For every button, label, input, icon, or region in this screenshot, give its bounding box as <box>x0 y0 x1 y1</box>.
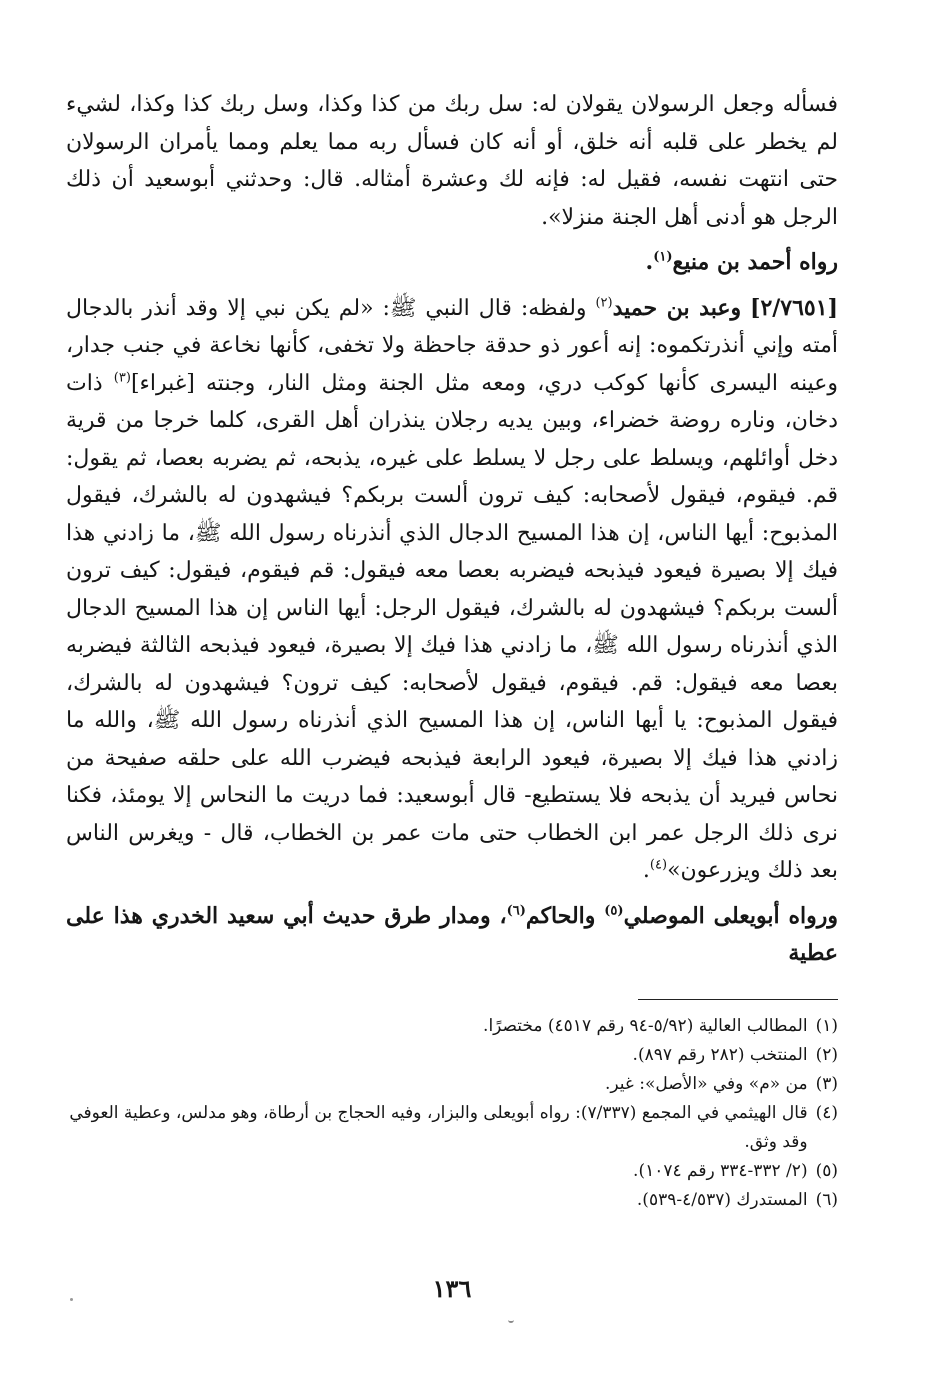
attribution-ahmad-ibn-mani <box>66 244 838 282</box>
scan-speck <box>70 1298 73 1301</box>
footnote-number: (٦) <box>815 1189 838 1210</box>
hadith-text-part-2: ذات دخان، وناره روضة خضراء، وبين يديه رجلان ينذران أهل القرى، كلما خرجا من قرية دخل أوائلهم، ويسلط على رجل لا يسلط على غيره، يذبحه، ثم يضربه بعصا، ثم يقول: قم. فيقوم، فيقول لأصحابه: كيف ترون ألست بربكم؟ فيشهدون له بالشرك، فيقول المذبوح: أيها الناس، إن هذا المسيح الدجال الذي أنذرناه رسول الله ﷺ، ما زادني هذا فيك إلا بصيرة فيعود فيذبحه فيضربه بعصا معه فيقول: قم فيقوم، فيقول: كيف ترون ألست بربكم؟ فيشهدون له بالشرك، فيقول الرجل: أيها الناس إن هذا المسيح الدجال الذي أنذرناه رسول الله ﷺ، ما زادني هذا فيك إلا بصيرة، فيعود فيذبحه الثالثة فيضربه بعصا معه فيقول: قم. فيقوم، فيقول لأصحابه: كيف ترون؟ فيشهدون له بالشرك، فيقول المذبوح: يا أيها الناس، إن هذا المسيح الذي أنذرناه رسول الله ﷺ، والله ما زادني هذا فيك إلا بصيرة، فيعود الرابعة فيذبحه فيضرب الله على حلقه صفيحة من نحاس فيريد أن يذبحه فلا يستطيع- قال أبوسعيد: فما دريت ما النحاس إلا يومئذ، فكنا نرى ذلك الرجل عمر ابن الخطاب حتى مات عمر بن الخطاب، قال - ويغرس الناس بعد ذلك ويزرعون» <box>66 370 838 883</box>
closing-text-part-3: ، ومدار طرق حديث أبي سعيد الخدري هذا على عطية <box>66 902 838 966</box>
footnote-divider <box>638 999 838 1000</box>
footnote-number: (١) <box>815 1015 838 1036</box>
hadith-number: [٢/٧٦٥١] <box>750 294 838 321</box>
footnote-4 <box>66 1099 838 1157</box>
main-text <box>66 86 838 973</box>
closing-text-part-1: ورواه أبويعلى الموصلي <box>623 902 838 929</box>
footnote-text: المطالب العالية (٥/٩٢-٩٤ رقم ٤٥١٧) مختصرًا. <box>483 1015 808 1036</box>
footnotes <box>66 1012 838 1215</box>
closing-text-part-2: والحاكم <box>525 902 605 929</box>
footnote-number: (٥) <box>815 1160 838 1181</box>
attribution-end: . <box>645 249 654 275</box>
footnote-ref-4[interactable]: (٤) <box>649 857 668 873</box>
footnote-5 <box>66 1157 838 1186</box>
attribution-text: رواه أحمد بن منيع <box>672 249 838 275</box>
footnote-ref-3[interactable]: (٣) <box>113 370 131 386</box>
page-number: ١٣٦ <box>432 1274 472 1303</box>
paragraph-continuation <box>66 86 838 236</box>
hadith-narrator: وعبد بن حميد <box>612 294 742 321</box>
paragraph-continuation-text: فسأله وجعل الرسولان يقولان له: سل ربك من كذا وكذا، وسل ربك كذا وكذا، لشيء لم يخطر على قلبه أنه خلق، أو أنه كان فسأل ربه مما يعلم ومما يأمران الرسولان حتى انتهت نفسه، فقيل له: فإنه لك وعشرة أمثاله. قال: وحدثني أبوسعيد أن ذلك الرجل هو أدنى أهل الجنة منزلا». <box>66 92 838 230</box>
footnote-6 <box>66 1186 838 1215</box>
print-mark <box>508 1318 514 1323</box>
footnote-ref-2[interactable]: (٢) <box>595 295 613 311</box>
closing-paragraph <box>66 898 838 973</box>
footnote-2 <box>66 1041 838 1070</box>
footnote-number: (٤) <box>815 1102 838 1123</box>
footnote-text: المستدرك (٤/٥٣٧-٥٣٩). <box>636 1189 808 1210</box>
footnote-3 <box>66 1070 838 1099</box>
footnote-1 <box>66 1012 838 1041</box>
footnote-number: (٢) <box>815 1044 838 1065</box>
footnote-text: قال الهيثمي في المجمع (٧/٣٣٧): رواه أبويعلى والبزار، وفيه الحجاج بن أرطاة، وهو مدلس، وعطية العوفي وقد وثق. <box>69 1102 808 1152</box>
footnote-ref-5[interactable]: (٥) <box>604 903 624 919</box>
hadith-text-part-1: ولفظه: قال النبي ﷺ: «لم يكن نبي إلا وقد أنذر بالدجال أمته وإني أنذرتكموه: إنه أعور ذو حدقة جاحظة ولا تخفى، كأنها نخاعة في جنب جدار، وعينه اليسرى كأنها كوكب دري، ومعه مثل الجنة ومثل النار، وجنته [غبراء] <box>66 295 838 396</box>
footnote-text: (٢/ ٣٣٢-٣٣٤ رقم ١٠٧٤). <box>633 1160 808 1181</box>
hadith-end: . <box>642 858 650 883</box>
footnote-text: المنتخب (٢٨٢ رقم ٨٩٧). <box>632 1044 808 1065</box>
book-page <box>66 86 838 1316</box>
footnote-ref-1[interactable]: (١) <box>653 249 673 265</box>
footnote-text: من «م» وفي «الأصل»: غير. <box>605 1073 808 1094</box>
footnote-number: (٣) <box>815 1073 838 1094</box>
hadith-paragraph <box>66 290 838 890</box>
footnote-ref-6[interactable]: (٦) <box>506 903 526 919</box>
